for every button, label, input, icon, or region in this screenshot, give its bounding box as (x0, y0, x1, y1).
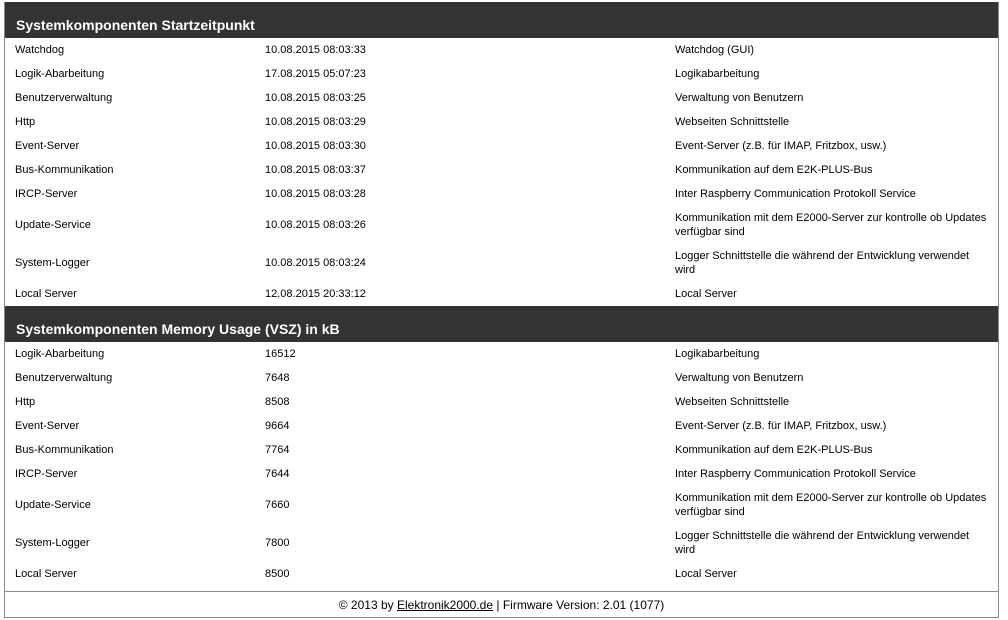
component-name: Http (15, 116, 36, 128)
component-value: 12.08.2015 20:33:12 (265, 288, 366, 300)
component-description: Kommunikation auf dem E2K-PLUS-Bus (675, 164, 873, 176)
component-value: 10.08.2015 08:03:24 (265, 257, 366, 269)
component-value: 16512 (265, 348, 296, 360)
footer-link[interactable]: Elektronik2000.de (396, 598, 494, 612)
component-value: 10.08.2015 08:03:28 (265, 188, 366, 200)
component-name: IRCP-Server (15, 468, 78, 480)
table-row (5, 86, 998, 110)
component-name: Update-Service (15, 499, 91, 511)
component-description: Inter Raspberry Communication Protokoll Service (675, 188, 916, 200)
table-row (5, 134, 998, 158)
component-value: 10.08.2015 08:03:29 (265, 116, 366, 128)
status-page (4, 2, 999, 618)
component-name: Event-Server (15, 420, 80, 432)
component-name: Bus-Kommunikation (15, 444, 114, 456)
table-row (5, 244, 998, 282)
component-description: Local Server (675, 568, 737, 580)
component-name: Local Server (15, 568, 77, 580)
component-description: Watchdog (GUI) (675, 44, 755, 56)
component-value: 8508 (265, 396, 290, 408)
table-row (5, 486, 998, 524)
component-value: 10.08.2015 08:03:37 (265, 164, 366, 176)
component-value: 10.08.2015 08:03:25 (265, 92, 366, 104)
table-row (5, 462, 998, 486)
component-description: Logikabarbeitung (675, 348, 760, 360)
component-value: 10.08.2015 08:03:33 (265, 44, 366, 56)
component-name: IRCP-Server (15, 188, 78, 200)
table-row (5, 414, 998, 438)
component-value: 7660 (265, 499, 290, 511)
table-row (5, 524, 998, 562)
component-name: Logik-Abarbeitung (15, 68, 105, 80)
component-name: Event-Server (15, 140, 80, 152)
component-value: 9664 (265, 420, 290, 432)
footer-firmware-version: | Firmware Version: 2.01 (1077) (493, 598, 665, 612)
component-name: Logik-Abarbeitung (15, 348, 105, 360)
component-name: Local Server (15, 288, 77, 300)
component-value: 10.08.2015 08:03:30 (265, 140, 366, 152)
component-description: Event-Server (z.B. für IMAP, Fritzbox, usw.) (675, 140, 887, 152)
component-table (5, 342, 998, 586)
footer (5, 591, 998, 619)
table-row (5, 38, 998, 62)
table-row (5, 390, 998, 414)
component-description: Event-Server (z.B. für IMAP, Fritzbox, usw.) (675, 420, 887, 432)
component-name: Bus-Kommunikation (15, 164, 114, 176)
component-value: 8500 (265, 568, 290, 580)
component-description: Verwaltung von Benutzern (675, 372, 804, 384)
component-value: 17.08.2015 05:07:23 (265, 68, 366, 80)
component-name: Watchdog (15, 44, 65, 56)
table-row (5, 366, 998, 390)
section-title: Systemkomponenten Memory Usage (VSZ) in kB (5, 306, 998, 342)
component-value: 7764 (265, 444, 290, 456)
component-name: System-Logger (15, 257, 90, 269)
component-description: Webseiten Schnittstelle (675, 396, 790, 408)
component-description: Logger Schnittstelle die während der Entwicklung verwendet wird (675, 250, 970, 276)
component-name: Http (15, 396, 36, 408)
component-value: 7800 (265, 537, 290, 549)
table-row (5, 158, 998, 182)
component-description: Logikabarbeitung (675, 68, 760, 80)
table-row (5, 438, 998, 462)
table-row (5, 282, 998, 306)
component-value: 7644 (265, 468, 290, 480)
table-row (5, 62, 998, 86)
component-description: Kommunikation mit dem E2000-Server zur kontrolle ob Updates verfügbar sind (675, 492, 987, 518)
section-title: Systemkomponenten Startzeitpunkt (5, 2, 998, 38)
component-table (5, 38, 998, 306)
component-name: Benutzerverwaltung (15, 372, 113, 384)
component-description: Kommunikation auf dem E2K-PLUS-Bus (675, 444, 873, 456)
component-description: Logger Schnittstelle die während der Entwicklung verwendet wird (675, 530, 970, 556)
footer-copyright: © 2013 by (338, 598, 397, 612)
component-name: Benutzerverwaltung (15, 92, 113, 104)
component-description: Webseiten Schnittstelle (675, 116, 790, 128)
component-description: Kommunikation mit dem E2000-Server zur kontrolle ob Updates verfügbar sind (675, 212, 987, 238)
table-row (5, 182, 998, 206)
table-row (5, 206, 998, 244)
component-description: Local Server (675, 288, 737, 300)
component-name: Update-Service (15, 219, 91, 231)
component-description: Inter Raspberry Communication Protokoll Service (675, 468, 916, 480)
component-value: 7648 (265, 372, 290, 384)
table-row (5, 562, 998, 586)
table-row (5, 110, 998, 134)
sections-container (5, 2, 998, 586)
component-name: System-Logger (15, 537, 90, 549)
component-description: Verwaltung von Benutzern (675, 92, 804, 104)
component-value: 10.08.2015 08:03:26 (265, 219, 366, 231)
table-row (5, 342, 998, 366)
